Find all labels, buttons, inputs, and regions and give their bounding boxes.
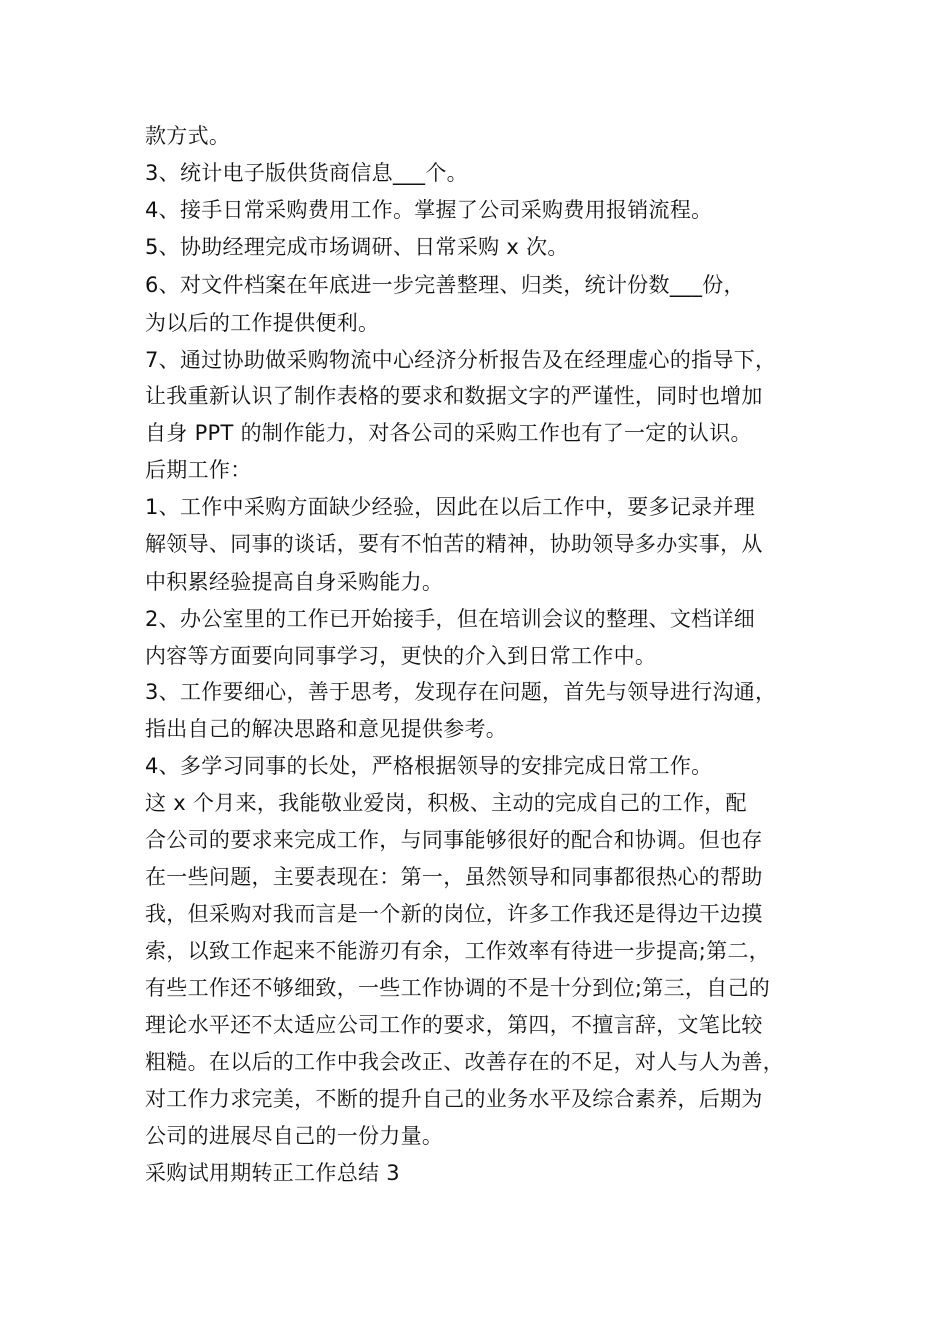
text-line: 这 x 个月来，我能敬业爱岗，积极、主动的完成自己的工作，配 xyxy=(145,791,747,815)
text-line: 让我重新认识了制作表格的要求和数据文字的严谨性，同时也增加 xyxy=(145,384,763,408)
text-line: 我，但采购对我而言是一个新的岗位，许多工作我还是得边干边摸 xyxy=(145,902,763,926)
text-line: 索，以致工作起来不能游刃有余，工作效率有待进一步提高;第二， xyxy=(145,939,771,963)
text-line: 4、多学习同事的长处，严格根据领导的安排完成日常工作。 xyxy=(145,754,713,778)
text-line: 指出自己的解决思路和意见提供参考。 xyxy=(145,717,508,741)
text-line: 内容等方面要向同事学习，更快的介入到日常工作中。 xyxy=(145,644,657,668)
text-line: 1、工作中采购方面缺少经验，因此在以后工作中，要多记录并理 xyxy=(145,495,756,519)
text-line: 自身 PPT 的制作能力，对各公司的采购工作也有了一定的认识。 xyxy=(145,421,752,445)
text-line: 理论水平还不太适应公司工作的要求，第四，不擅言辞，文笔比较 xyxy=(145,1013,763,1037)
text-line: 粗糙。在以后的工作中我会改正、改善存在的不足，对人与人为善， xyxy=(145,1050,784,1074)
text-line: 为以后的工作提供便利。 xyxy=(145,311,380,335)
text-line: 后期工作： xyxy=(145,458,252,482)
text-line: 有些工作还不够细致，一些工作协调的不是十分到位;第三，自己的 xyxy=(145,976,771,1000)
text-line: 对工作力求完美，不断的提升自己的业务水平及综合素养，后期为 xyxy=(145,1087,763,1111)
section-heading: 采购试用期转正工作总结 3 xyxy=(145,1161,400,1185)
text-line: 合公司的要求来完成工作，与同事能够很好的配合和协调。但也存 xyxy=(145,828,763,852)
text-line: 4、接手日常采购费用工作。掌握了公司采购费用报销流程。 xyxy=(145,198,713,222)
text-line: 解领导、同事的谈话，要有不怕苦的精神，协助领导多办实事，从 xyxy=(145,532,763,556)
text-line: 中积累经验提高自身采购能力。 xyxy=(145,570,444,594)
text-line: 2、办公室里的工作已开始接手，但在培训会议的整理、文档详细 xyxy=(145,607,756,631)
text-line: 3、工作要细心，善于思考，发现存在问题，首先与领导进行沟通， xyxy=(145,680,777,704)
text-line: 款方式。 xyxy=(145,124,231,148)
text-line: 在一些问题，主要表现在：第一，虽然领导和同事都很热心的帮助 xyxy=(145,865,763,889)
text-line: 5、协助经理完成市场调研、日常采购 x 次。 xyxy=(145,235,569,259)
text-line: 公司的进展尽自己的一份力量。 xyxy=(145,1124,444,1148)
text-line: 7、通过协助做采购物流中心经济分析报告及在经理虚心的指导下， xyxy=(145,348,777,372)
text-line: 3、统计电子版供货商信息___个。 xyxy=(145,161,468,185)
text-line: 6、对文件档案在年底进一步完善整理、归类，统计份数___份， xyxy=(145,273,745,297)
